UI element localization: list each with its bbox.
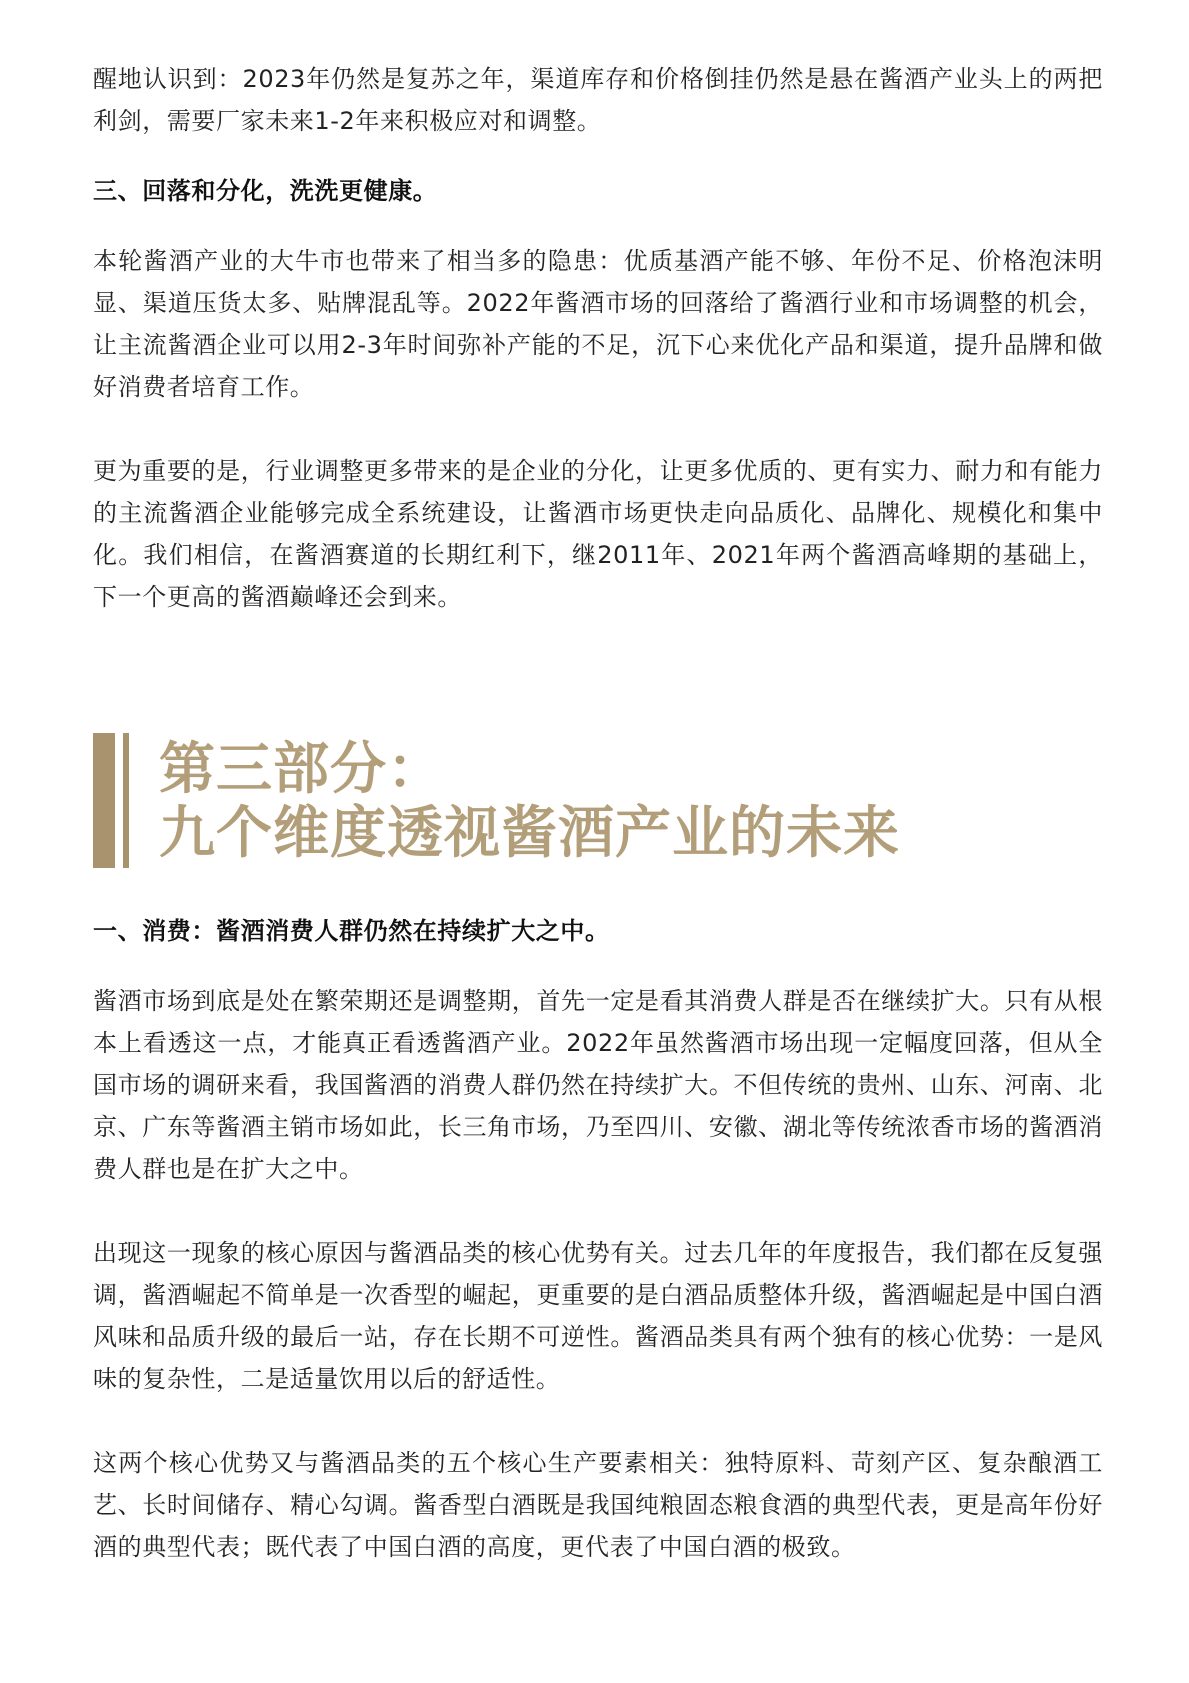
- section-heading-three: 三、回落和分化，洗洗更健康。: [93, 177, 438, 205]
- section-one-paragraph-3: 这两个核心优势又与酱酒品类的五个核心生产要素相关：独特原料、苛刻产区、复杂酿酒工艺、长时间储存、精心勾调。酱香型白酒既是我国纯粮固态粮食酒的典型代表，更是高年份好酒的典型代表；既代表了中国白酒的高度，更代表了中国白酒的极致。: [93, 1449, 1103, 1561]
- section-three-paragraph-1: 本轮酱酒产业的大牛市也带来了相当多的隐患：优质基酒产能不够、年份不足、价格泡沫明显、渠道压货太多、贴牌混乱等。2022年酱酒市场的回落给了酱酒行业和市场调整的机会，让主流酱酒企业可以用2-3年时间弥补产能的不足，沉下心来优化产品和渠道，提升品牌和做好消费者培育工作。: [93, 247, 1103, 401]
- title-accent-bar-thick: [93, 733, 115, 868]
- article-bottom: [93, 910, 1103, 1568]
- part-title-line-2: 九个维度透视酱酒产业的未来: [159, 800, 900, 866]
- part-three-title-block: [93, 733, 1093, 868]
- section-one-paragraph-2: 出现这一现象的核心原因与酱酒品类的核心优势有关。过去几年的年度报告，我们都在反复强调，酱酒崛起不简单是一次香型的崛起，更重要的是白酒品质整体升级，酱酒崛起是中国白酒风味和品质升级的最后一站，存在长期不可逆性。酱酒品类具有两个独有的核心优势：一是风味的复杂性，二是适量饮用以后的舒适性。: [93, 1239, 1103, 1393]
- title-accent-bar-thin: [123, 733, 129, 868]
- top-paragraph: 醒地认识到：2023年仍然是复苏之年，渠道库存和价格倒挂仍然是悬在酱酒产业头上的两把利剑，需要厂家未来1-2年来积极应对和调整。: [93, 65, 1103, 135]
- section-three-paragraph-2: 更为重要的是，行业调整更多带来的是企业的分化，让更多优质的、更有实力、耐力和有能力的主流酱酒企业能够完成全系统建设，让酱酒市场更快走向品质化、品牌化、规模化和集中化。我们相信，在酱酒赛道的长期红利下，继2011年、2021年两个酱酒高峰期的基础上，下一个更高的酱酒巅峰还会到来。: [93, 457, 1103, 611]
- section-heading-one: 一、消费：酱酒消费人群仍然在持续扩大之中。: [93, 917, 610, 945]
- part-title: [159, 737, 900, 865]
- section-one-paragraph-1: 酱酒市场到底是处在繁荣期还是调整期，首先一定是看其消费人群是否在继续扩大。只有从根本上看透这一点，才能真正看透酱酒产业。2022年虽然酱酒市场出现一定幅度回落，但从全国市场的调研来看，我国酱酒的消费人群仍然在持续扩大。不但传统的贵州、山东、河南、北京、广东等酱酒主销市场如此，长三角市场，乃至四川、安徽、湖北等传统浓香市场的酱酒消费人群也是在扩大之中。: [93, 987, 1103, 1183]
- article-top: [93, 58, 1103, 618]
- part-title-line-1: 第三部分：: [159, 736, 444, 802]
